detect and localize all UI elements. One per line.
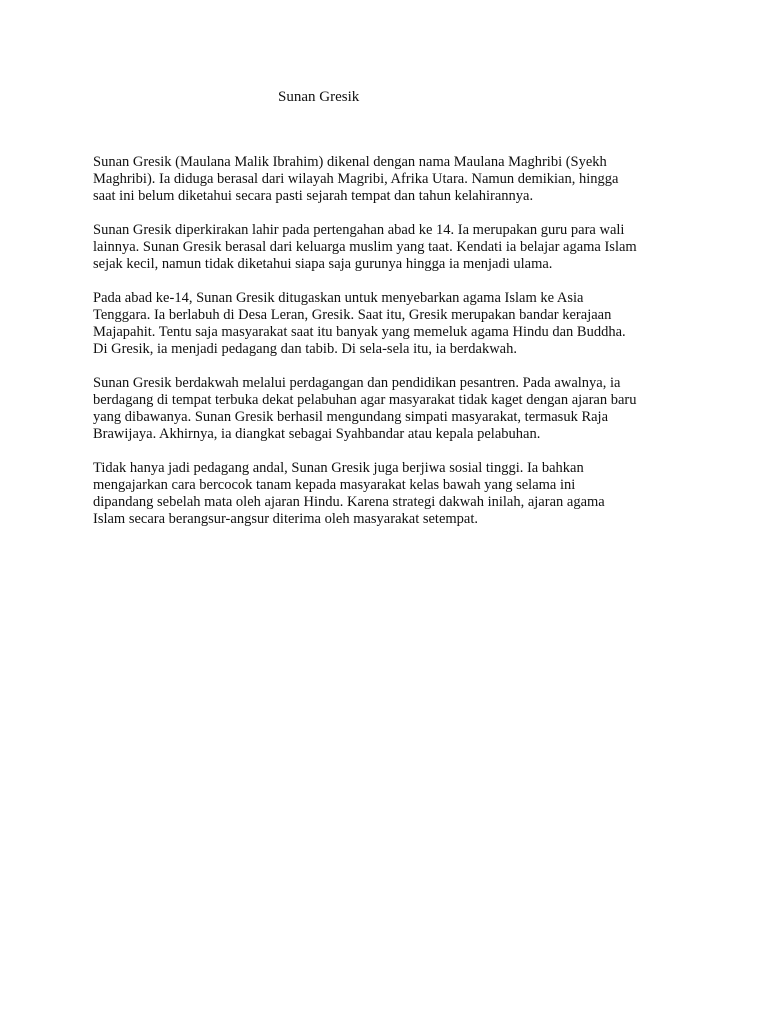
document-title: Sunan Gresik — [278, 89, 360, 105]
paragraph-line: Tenggara. Ia berlabuh di Desa Leran, Gresik. Saat itu, Gresik merupakan bandar kerajaan — [93, 307, 612, 323]
paragraph-line: Sunan Gresik diperkirakan lahir pada pertengahan abad ke 14. Ia merupakan guru para wali — [93, 222, 625, 238]
paragraph-line: Tidak hanya jadi pedagang andal, Sunan Gresik juga berjiwa sosial tinggi. Ia bahkan — [93, 460, 584, 476]
paragraph-line: berdagang di tempat terbuka dekat pelabuhan agar masyarakat tidak kaget dengan ajaran baru — [93, 392, 637, 408]
paragraph-5 — [93, 460, 693, 528]
paragraph-line: mengajarkan cara bercocok tanam kepada masyarakat kelas bawah yang selama ini — [93, 477, 576, 493]
paragraph-line: yang dibawanya. Sunan Gresik berhasil mengundang simpati masyarakat, termasuk Raja — [93, 409, 609, 425]
paragraph-1 — [93, 154, 693, 205]
paragraph-line: sejak kecil, namun tidak diketahui siapa saja gurunya hingga ia menjadi ulama. — [93, 256, 553, 272]
document-body — [93, 154, 693, 545]
paragraph-line: Maghribi). Ia diduga berasal dari wilayah Magribi, Afrika Utara. Namun demikian, hingga — [93, 171, 619, 187]
paragraph-line: Di Gresik, ia menjadi pedagang dan tabib. Di sela-sela itu, ia berdakwah. — [93, 341, 517, 357]
paragraph-line: lainnya. Sunan Gresik berasal dari keluarga muslim yang taat. Kendati ia belajar agama Islam — [93, 239, 637, 255]
paragraph-2 — [93, 222, 693, 273]
paragraph-line: saat ini belum diketahui secara pasti sejarah tempat dan tahun kelahirannya. — [93, 188, 534, 204]
paragraph-line: Pada abad ke-14, Sunan Gresik ditugaskan untuk menyebarkan agama Islam ke Asia — [93, 290, 584, 306]
paragraph-4 — [93, 375, 693, 443]
paragraph-line: Brawijaya. Akhirnya, ia diangkat sebagai Syahbandar atau kepala pelabuhan. — [93, 426, 541, 442]
paragraph-line: dipandang sebelah mata oleh ajaran Hindu. Karena strategi dakwah inilah, ajaran agama — [93, 494, 605, 510]
paragraph-line: Sunan Gresik berdakwah melalui perdagangan dan pendidikan pesantren. Pada awalnya, ia — [93, 375, 621, 391]
paragraph-line: Sunan Gresik (Maulana Malik Ibrahim) dikenal dengan nama Maulana Maghribi (Syekh — [93, 154, 607, 170]
paragraph-line: Islam secara berangsur-angsur diterima oleh masyarakat setempat. — [93, 511, 479, 527]
paragraph-3 — [93, 290, 693, 358]
paragraph-line: Majapahit. Tentu saja masyarakat saat itu banyak yang memeluk agama Hindu dan Buddha. — [93, 324, 626, 340]
